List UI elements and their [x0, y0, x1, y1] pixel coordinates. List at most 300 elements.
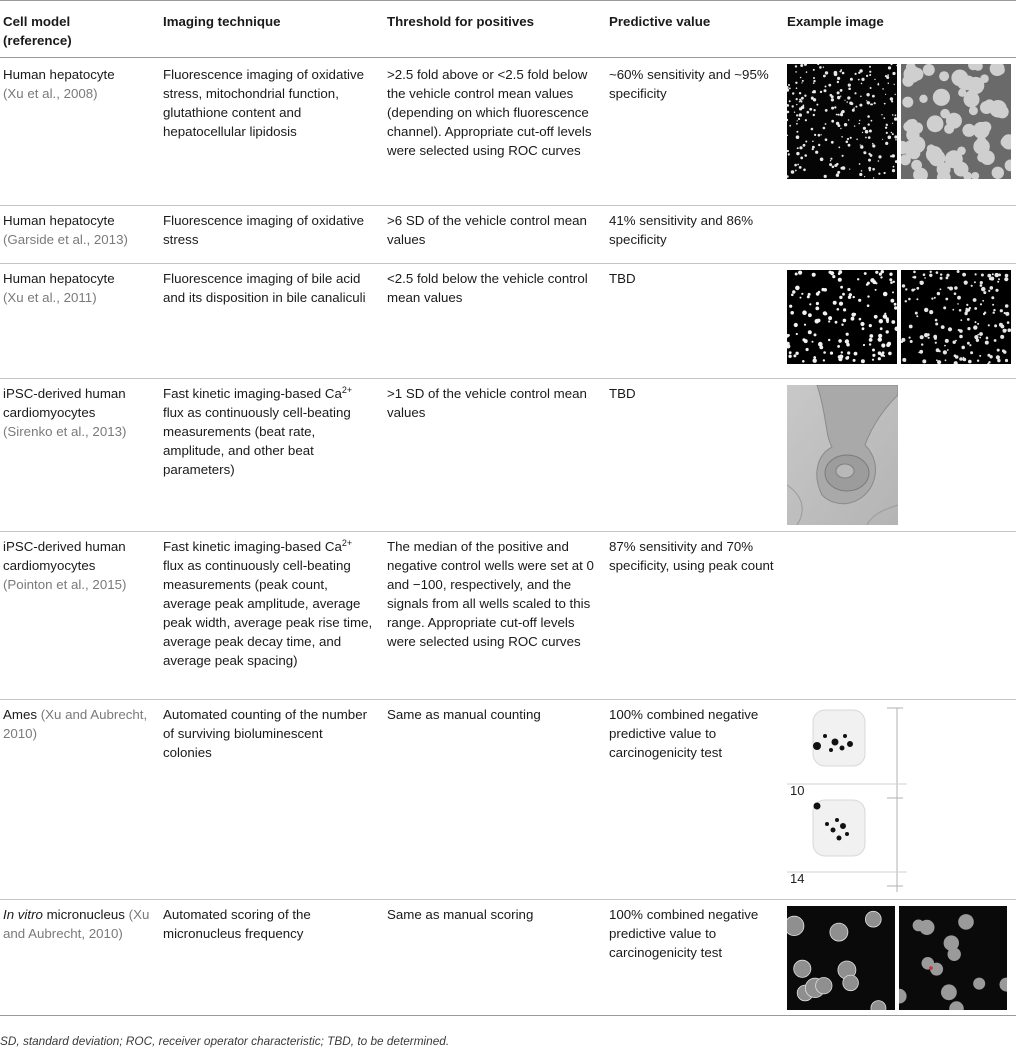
cell-technique [160, 379, 384, 532]
bile-dot [841, 351, 843, 353]
fluorescent-spot [842, 166, 846, 170]
bile-dot [892, 291, 894, 293]
bile-dot [851, 317, 855, 321]
fluorescent-spot [868, 167, 871, 170]
fluorescent-spot [861, 170, 863, 172]
table-row [0, 900, 1016, 1016]
fluorescent-spot [869, 66, 871, 68]
fluorescent-spot [895, 94, 896, 95]
bile-dot [886, 343, 890, 347]
bile-dot [915, 312, 918, 315]
fluorescent-spot [825, 138, 828, 141]
fluorescent-spot [803, 169, 806, 172]
cell-body [957, 147, 966, 156]
bile-dot [802, 360, 805, 363]
reference-link[interactable]: (Xu and Aubrecht, 2010) [3, 707, 148, 741]
fluorescent-spot [864, 176, 865, 177]
fluorescent-spot [888, 66, 891, 69]
fluorescent-spot [816, 104, 818, 106]
cell-predictive: 100% combined negative predictive value to carcinogenicity test [606, 700, 784, 900]
fluorescent-spot [848, 119, 850, 121]
bile-dot [918, 352, 920, 354]
bile-dot [949, 287, 953, 291]
bile-dot [988, 324, 990, 326]
cell-example-image [784, 264, 1016, 379]
bile-dot [923, 273, 926, 276]
cell-predictive: TBD [606, 379, 784, 532]
fluorescent-spot [797, 147, 799, 149]
fluorescent-spot [868, 159, 871, 162]
bile-dot [977, 360, 979, 362]
bile-dot [968, 360, 972, 364]
bile-dot [940, 277, 943, 280]
bile-dot [945, 339, 949, 343]
fluorescent-spot [859, 104, 862, 107]
bile-dot [891, 299, 895, 303]
bile-dot [994, 324, 997, 327]
fluorescent-spot [831, 120, 834, 123]
fluorescent-spot [792, 92, 794, 94]
fluorescent-spot [844, 123, 847, 126]
bile-dot [931, 298, 933, 300]
bile-dot [867, 304, 870, 307]
cell-threshold: The median of the positive and negative control wells were set at 0 and −100, respectively, and the signals from all wells scaled to this range. Appropriate cut-off levels were selected using ROC curves [384, 532, 606, 700]
cell-body [962, 124, 975, 137]
fluorescent-spot [792, 105, 794, 107]
bile-dot [880, 327, 883, 330]
bile-dot [839, 296, 842, 299]
ames-label-10: 10 [790, 783, 805, 798]
fluorescent-spot [870, 87, 872, 89]
fluorescent-spot [849, 102, 852, 105]
fluorescent-spot [865, 137, 867, 139]
cell-example-image [784, 700, 1016, 900]
bile-dot [796, 333, 798, 335]
fluorescent-spot [837, 163, 838, 164]
table-row [0, 532, 1016, 700]
fluorescent-spot [820, 134, 821, 135]
bile-dot [924, 277, 926, 279]
bile-dot [961, 346, 965, 350]
fluorescent-spot [866, 100, 867, 101]
bile-dot [869, 343, 871, 345]
model-name: Ames [3, 707, 37, 722]
bile-dot [872, 354, 875, 357]
bile-dot [838, 355, 841, 358]
bile-dot [962, 273, 966, 277]
bile-dot [821, 288, 824, 291]
bile-dot [883, 314, 887, 318]
fluorescent-spot [791, 170, 795, 174]
fluorescent-spot [892, 114, 894, 116]
bile-dot [806, 348, 809, 351]
fluorescent-spot [805, 141, 807, 143]
fluorescent-spot [813, 109, 815, 111]
fluorescent-spot [863, 151, 866, 154]
cell-model [0, 900, 160, 1016]
fluorescent-spot [805, 119, 807, 121]
fluorescent-spot [852, 109, 855, 112]
cell-body [980, 101, 993, 114]
bile-dot [914, 276, 917, 279]
fluorescent-spot [885, 127, 887, 129]
bile-dot [1004, 277, 1008, 281]
bile-dot [879, 273, 882, 276]
model-name: Human hepatocyte [3, 67, 115, 82]
bile-dot [823, 311, 827, 315]
micronucleus-image-1 [787, 906, 895, 1010]
cell-body [973, 138, 989, 154]
fluorescent-spot [869, 74, 871, 76]
bile-dot [795, 273, 798, 276]
fluorescent-spot [893, 166, 895, 168]
fluorescent-spot [872, 168, 875, 171]
bile-dot [909, 325, 913, 329]
reference-link[interactable]: (Sirenko et al., 2013) [3, 424, 127, 439]
fluorescent-spot [895, 114, 897, 116]
fluorescent-spot [828, 84, 831, 87]
fluorescent-spot [842, 110, 845, 113]
bile-dot [980, 303, 982, 305]
bile-dot [879, 319, 883, 323]
bile-dot [916, 315, 918, 317]
fluorescent-spot [869, 71, 871, 73]
cell-example-image [784, 206, 1016, 264]
bile-dot [983, 291, 986, 294]
bile-acid-image-1 [787, 270, 897, 364]
fluorescent-spot [812, 146, 815, 149]
fluorescent-spot [854, 92, 856, 94]
bile-dot [974, 307, 977, 310]
bile-dot [957, 296, 961, 300]
fluorescent-spot [887, 74, 889, 76]
cell-body [944, 124, 954, 134]
bile-dot [847, 288, 850, 291]
bile-dot [993, 312, 995, 314]
fluorescent-spot [838, 124, 841, 127]
fluorescent-spot [859, 120, 860, 121]
fluorescent-spot [861, 83, 863, 85]
bile-dot [791, 294, 794, 297]
header-example: Example image [784, 1, 1016, 58]
bile-dot [997, 349, 1000, 352]
ames-colony-plate-image [787, 706, 907, 892]
table-row [0, 264, 1016, 379]
bile-dot [823, 359, 825, 361]
fluorescent-spot [866, 93, 869, 96]
bile-dot [982, 300, 984, 302]
cell-body [903, 122, 913, 132]
fluorescent-spot [834, 71, 838, 75]
bile-dot [860, 322, 864, 326]
fluorescent-spot [813, 114, 815, 116]
cell-technique: Fluorescence imaging of bile acid and its disposition in bile canaliculi [160, 264, 384, 379]
cell-body [940, 109, 950, 119]
bile-dot [838, 339, 842, 343]
bile-dot [1003, 329, 1007, 333]
fluorescent-spot [850, 78, 853, 81]
fluorescent-spot [836, 114, 838, 116]
bile-dot [919, 350, 923, 354]
fluorescent-spot [800, 77, 802, 79]
fluorescent-spot [842, 72, 845, 75]
technique-text: flux as continuously cell-beating measurements (beat rate, amplitude, and other beat parameters) [163, 405, 351, 477]
bile-dot [1005, 312, 1009, 316]
bile-dot [845, 339, 849, 343]
fluorescent-spot [883, 117, 885, 119]
bile-dot [804, 324, 806, 326]
cardiomyocyte-brightfield-image [787, 385, 898, 525]
fluorescent-spot [863, 127, 866, 130]
bile-dot [979, 355, 981, 357]
bile-dot [983, 313, 985, 315]
fluorescent-spot [831, 141, 834, 144]
bile-dot [964, 281, 968, 285]
fluorescent-spot [825, 123, 827, 125]
bile-dot [910, 340, 913, 343]
fluorescent-spot [799, 99, 801, 101]
bile-dot [996, 355, 1000, 359]
fluorescent-spot [874, 79, 875, 80]
bile-dot [843, 319, 847, 323]
bile-dot [992, 304, 994, 306]
bile-dot [862, 327, 865, 330]
fluorescent-spot [870, 103, 872, 105]
bile-dot [867, 282, 870, 285]
bile-dot [875, 289, 877, 291]
bile-dot [857, 278, 859, 280]
bile-dot [980, 281, 983, 284]
bile-dot [889, 273, 892, 276]
bile-dot [841, 324, 843, 326]
bile-dot [867, 295, 869, 297]
bile-dot [979, 332, 983, 336]
fluorescent-spot [837, 96, 840, 99]
bile-dot [969, 344, 971, 346]
fluorescent-spot [813, 80, 815, 82]
bile-dot [959, 329, 963, 333]
bile-dot [989, 277, 992, 280]
bile-dot [985, 341, 989, 345]
bile-dot [854, 352, 858, 356]
bile-dot [875, 271, 878, 274]
fluorescent-spot [872, 144, 875, 147]
bile-dot [977, 334, 979, 336]
table-row [0, 700, 1016, 900]
fluorescent-spot [877, 84, 879, 86]
fluorescent-spot [799, 92, 801, 94]
bile-dot [904, 360, 906, 362]
bile-dot [944, 345, 946, 347]
cell-predictive: ~60% sensitivity and ~95% specificity [606, 58, 784, 206]
bile-dot [945, 298, 948, 301]
fluorescent-spot [837, 81, 839, 83]
reference-link[interactable]: (Pointon et al., 2015) [3, 577, 127, 592]
fluorescent-spot [892, 72, 895, 75]
fluorescent-spot [789, 100, 791, 102]
bile-dot [963, 357, 965, 359]
bile-dot [955, 340, 957, 342]
fluorescent-spot [831, 107, 834, 110]
bile-dot [832, 275, 835, 278]
bile-dot [960, 319, 962, 321]
fluorescent-spot [795, 65, 797, 67]
bile-dot [986, 337, 989, 340]
cell-body [923, 64, 935, 76]
bile-dot [946, 274, 949, 277]
reference-link[interactable]: (Garside et al., 2013) [3, 232, 128, 247]
cell-threshold: >6 SD of the vehicle control mean values [384, 206, 606, 264]
bile-dot [878, 334, 882, 338]
fluorescent-spot [892, 154, 895, 157]
bile-dot [935, 342, 937, 344]
bile-dot [990, 286, 994, 290]
bile-dot [891, 320, 895, 324]
fluorescent-spot [800, 64, 803, 67]
fluorescent-spot [870, 154, 873, 157]
bile-dot [992, 273, 994, 275]
superscript: 2+ [341, 385, 353, 395]
table-row [0, 58, 1016, 206]
nucleus [958, 914, 974, 930]
fluorescent-spot [859, 163, 861, 165]
fluorescent-spot [799, 166, 802, 169]
bile-dot [924, 333, 928, 337]
fluorescent-spot [872, 143, 874, 145]
fluorescent-spot [846, 141, 849, 144]
fluorescent-spot [891, 100, 893, 102]
fluorescent-spot [794, 164, 797, 167]
bile-dot [880, 276, 882, 278]
technique-text: Fast kinetic imaging-based Ca [163, 539, 342, 554]
nucleus [941, 984, 957, 1000]
cell-threshold: >1 SD of the vehicle control mean values [384, 379, 606, 532]
bile-dot [843, 308, 846, 311]
bile-dot [853, 296, 855, 298]
fluorescent-spot [796, 152, 799, 155]
fluorescent-spot [796, 87, 798, 89]
bile-dot [847, 351, 850, 354]
bile-dot [795, 352, 798, 355]
bile-dot [788, 355, 791, 358]
bile-dot [970, 351, 973, 354]
fluorescent-spot [869, 130, 872, 133]
cell-model [0, 532, 160, 700]
bile-dot [924, 308, 928, 312]
bile-dot [828, 339, 830, 341]
nucleus [787, 916, 804, 935]
bile-dot [921, 343, 923, 345]
cell-predictive: 41% sensitivity and 86% specificity [606, 206, 784, 264]
bile-dot [812, 341, 814, 343]
fluorescent-spot [858, 123, 860, 125]
bile-dot [1005, 274, 1009, 278]
fluorescent-spot [860, 96, 862, 98]
bile-dot [894, 303, 897, 306]
bile-dot [800, 297, 802, 299]
fluorescent-spot [886, 124, 888, 126]
bile-dot [939, 350, 941, 352]
fluorescent-spot [813, 69, 815, 71]
fluorescent-spot [859, 173, 862, 176]
bile-dot [1007, 321, 1010, 324]
reference-link[interactable]: (Xu and Aubrecht, 2010) [3, 907, 150, 941]
bile-dot [842, 293, 845, 296]
fluorescent-spot [886, 132, 888, 134]
bile-dot [874, 315, 878, 319]
bile-dot [859, 318, 862, 321]
fluorescent-spot [796, 114, 798, 116]
nucleus [948, 948, 961, 961]
reference-link[interactable]: (Xu et al., 2011) [3, 290, 97, 305]
fluorescent-spot [834, 106, 836, 108]
bile-dot [858, 299, 861, 302]
bile-dot [905, 288, 907, 290]
fluorescent-spot [885, 142, 888, 145]
fluorescent-spot [823, 75, 826, 78]
bile-dot [847, 356, 849, 358]
bile-dot [954, 292, 957, 295]
bile-dot [974, 281, 976, 283]
fluorescent-spot [856, 139, 858, 141]
bile-dot [987, 274, 991, 278]
fluorescent-spot [841, 136, 843, 138]
header-threshold: Threshold for positives [384, 1, 606, 58]
cell-body [939, 71, 949, 81]
fluorescent-spot [850, 137, 852, 139]
bile-dot [808, 313, 812, 317]
table-row [0, 379, 1016, 532]
header-row [0, 1, 1016, 58]
bile-dot [1005, 304, 1009, 308]
fluorescent-spot [796, 131, 798, 133]
fluorescent-spot [800, 157, 803, 160]
bile-acid-image-2 [901, 270, 1011, 364]
fluorescent-spot [831, 98, 834, 101]
bile-dot [840, 286, 843, 289]
fluorescent-spot [788, 154, 789, 155]
bile-dot [979, 337, 981, 339]
cell-body [958, 89, 966, 97]
fluorescent-spot [854, 125, 855, 126]
fluorescent-spot [868, 136, 871, 139]
bile-dot [792, 290, 795, 293]
bile-dot [883, 292, 888, 297]
bile-dot [940, 288, 942, 290]
fluorescent-spot [838, 114, 840, 116]
bile-dot [920, 335, 924, 339]
cell-threshold: Same as manual counting [384, 700, 606, 900]
cell-example-image [784, 58, 1016, 206]
fluorescent-spot [797, 120, 798, 121]
cell-technique: Fluorescence imaging of oxidative stress, mitochondrial function, glutathione content and hepatocellular lipidosis [160, 58, 384, 206]
bile-dot [846, 333, 849, 336]
bile-dot [940, 273, 942, 275]
fluorescent-spot [830, 160, 831, 161]
fluorescent-spot [860, 145, 863, 148]
fluorescent-spot [812, 91, 814, 93]
fluorescent-spot [886, 76, 889, 79]
bile-dot [813, 356, 816, 359]
cell-predictive: 87% sensitivity and 70% specificity, using peak count [606, 532, 784, 700]
bile-dot [849, 293, 852, 296]
bile-dot [975, 273, 977, 275]
bile-dot [816, 302, 819, 305]
bile-dot [795, 286, 800, 291]
table-footnote: SD, standard deviation; ROC, receiver operator characteristic; TBD, to be determined. [0, 1034, 450, 1048]
reference-link[interactable]: (Xu et al., 2008) [3, 86, 98, 101]
bile-dot [886, 321, 889, 324]
